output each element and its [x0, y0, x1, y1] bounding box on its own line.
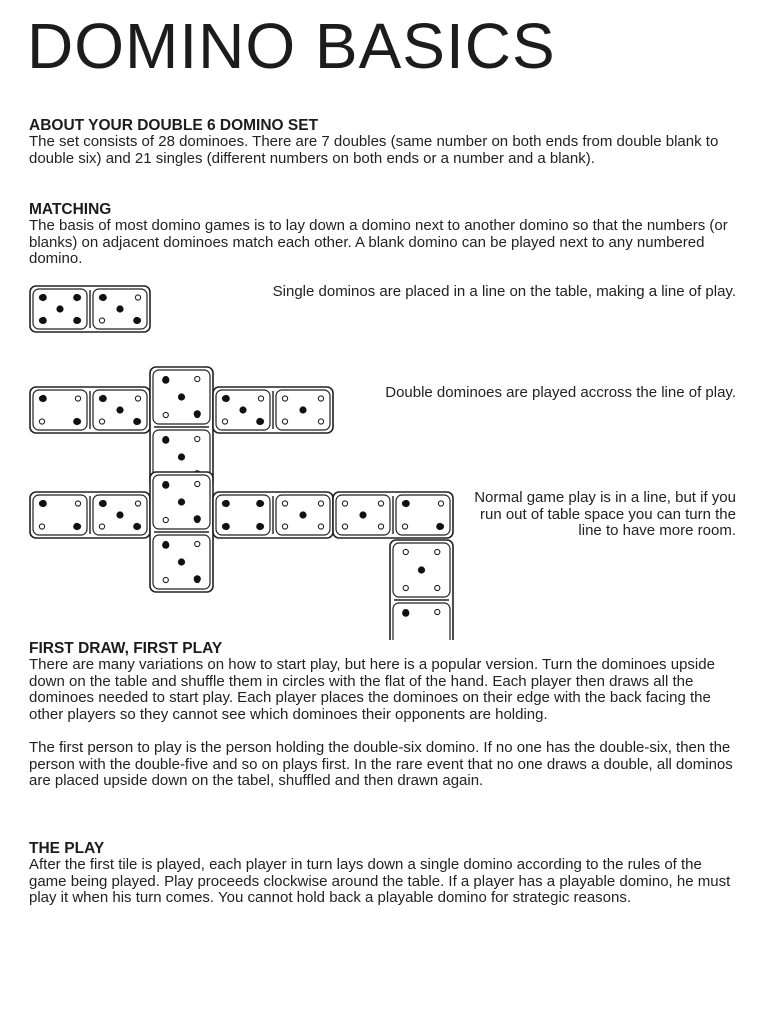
page-title: DOMINO BASICS	[27, 10, 556, 82]
domino-pip	[162, 542, 169, 549]
domino-pip	[239, 406, 246, 413]
domino-pip	[73, 317, 80, 324]
domino-pip	[299, 511, 306, 518]
domino-tile	[213, 492, 333, 538]
domino-tile	[333, 492, 453, 538]
domino-tile	[213, 387, 333, 433]
section-the-play	[29, 840, 741, 907]
domino-tile	[150, 367, 213, 487]
domino-pip	[40, 395, 47, 402]
domino-pip	[403, 500, 410, 507]
about-heading: ABOUT YOUR DOUBLE 6 DOMINO SET	[29, 117, 319, 134]
domino-pip	[402, 610, 409, 617]
domino-pip	[162, 377, 169, 384]
domino-pip	[116, 305, 123, 312]
domino-pip	[40, 500, 47, 507]
first-draw-text-1: There are many variations on how to start play, but here is a popular version. Turn the dominoes upside down on the table and shuffle them in circles with the flat of the hand. Each player then draws all the dominoes needed to start play. Each player places the dominoes on their edge with the back facing the other players so they cannot see which dominoes their opponents are holding.	[29, 656, 715, 724]
domino-pip	[162, 437, 169, 444]
domino-pip	[133, 317, 140, 324]
domino-pip	[116, 511, 123, 518]
domino-outline	[390, 540, 453, 640]
turn-caption: Normal game play is in a line, but if you run out of table space you can turn the line to have more room.	[474, 489, 736, 540]
section-first-draw	[29, 640, 741, 790]
domino-tile	[30, 387, 150, 433]
domino-pip	[256, 500, 263, 507]
matching-text: The basis of most domino games is to lay down a domino next to another domino so that the numbers (or blanks) on adjacent dominoes match each other. A blank domino can be played next to any numbered domino.	[29, 217, 728, 268]
domino-pip	[73, 294, 80, 301]
the-play-text: After the first tile is played, each player in turn lays down a single domino according to the rules of the game being played. Play proceeds clockwise around the table. If a player has a playable domino, he must play it when his turn comes. You cannot hold back a playable domino for strategic reasons.	[29, 856, 731, 907]
domino-pip	[359, 511, 366, 518]
domino-pip	[223, 523, 230, 530]
matching-heading: MATCHING	[29, 201, 112, 218]
domino-pip	[436, 523, 443, 530]
the-play-heading: THE PLAY	[29, 840, 105, 857]
domino-tile	[390, 540, 453, 640]
domino-pip	[223, 395, 230, 402]
domino-pip	[73, 523, 80, 530]
domino-pip	[40, 317, 47, 324]
domino-pip	[162, 482, 169, 489]
single-caption: Single dominos are placed in a line on the table, making a line of play.	[272, 283, 736, 300]
domino-pip	[116, 406, 123, 413]
domino-pip	[418, 566, 425, 573]
domino-pip	[133, 418, 140, 425]
domino-pip	[40, 294, 47, 301]
domino-pip	[100, 294, 107, 301]
domino-tile	[150, 472, 213, 592]
domino-pip	[178, 393, 185, 400]
domino-pip	[56, 305, 63, 312]
domino-pip	[133, 523, 140, 530]
domino-pip	[194, 515, 201, 522]
domino-pip	[178, 558, 185, 565]
domino-pip	[100, 500, 107, 507]
domino-pip	[73, 418, 80, 425]
about-text: The set consists of 28 dominoes. There are 7 doubles (same number on both ends from double blank to double six) and 21 singles (different numbers on both ends or a number and a blank).	[29, 133, 719, 167]
domino-pip	[256, 418, 263, 425]
first-draw-text-2: The first person to play is the person holding the double-six domino. If no one has the double-six, then the person with the double-five and so on plays first. In the rare event that no one draws a double, all dominos are placed upside down on the tabel, shuffled and then drawn again.	[29, 738, 733, 790]
first-draw-heading: FIRST DRAW, FIRST PLAY	[29, 640, 223, 657]
domino-pip	[178, 498, 185, 505]
domino-pip	[299, 406, 306, 413]
domino-pip	[100, 395, 107, 402]
double-caption: Double dominoes are played accross the line of play.	[385, 384, 736, 401]
domino-pip	[194, 410, 201, 417]
domino-pip	[223, 500, 230, 507]
domino-pip	[194, 575, 201, 582]
domino-tile	[30, 286, 150, 332]
domino-tile	[30, 492, 150, 538]
domino-pip	[178, 453, 185, 460]
domino-pip	[256, 523, 263, 530]
